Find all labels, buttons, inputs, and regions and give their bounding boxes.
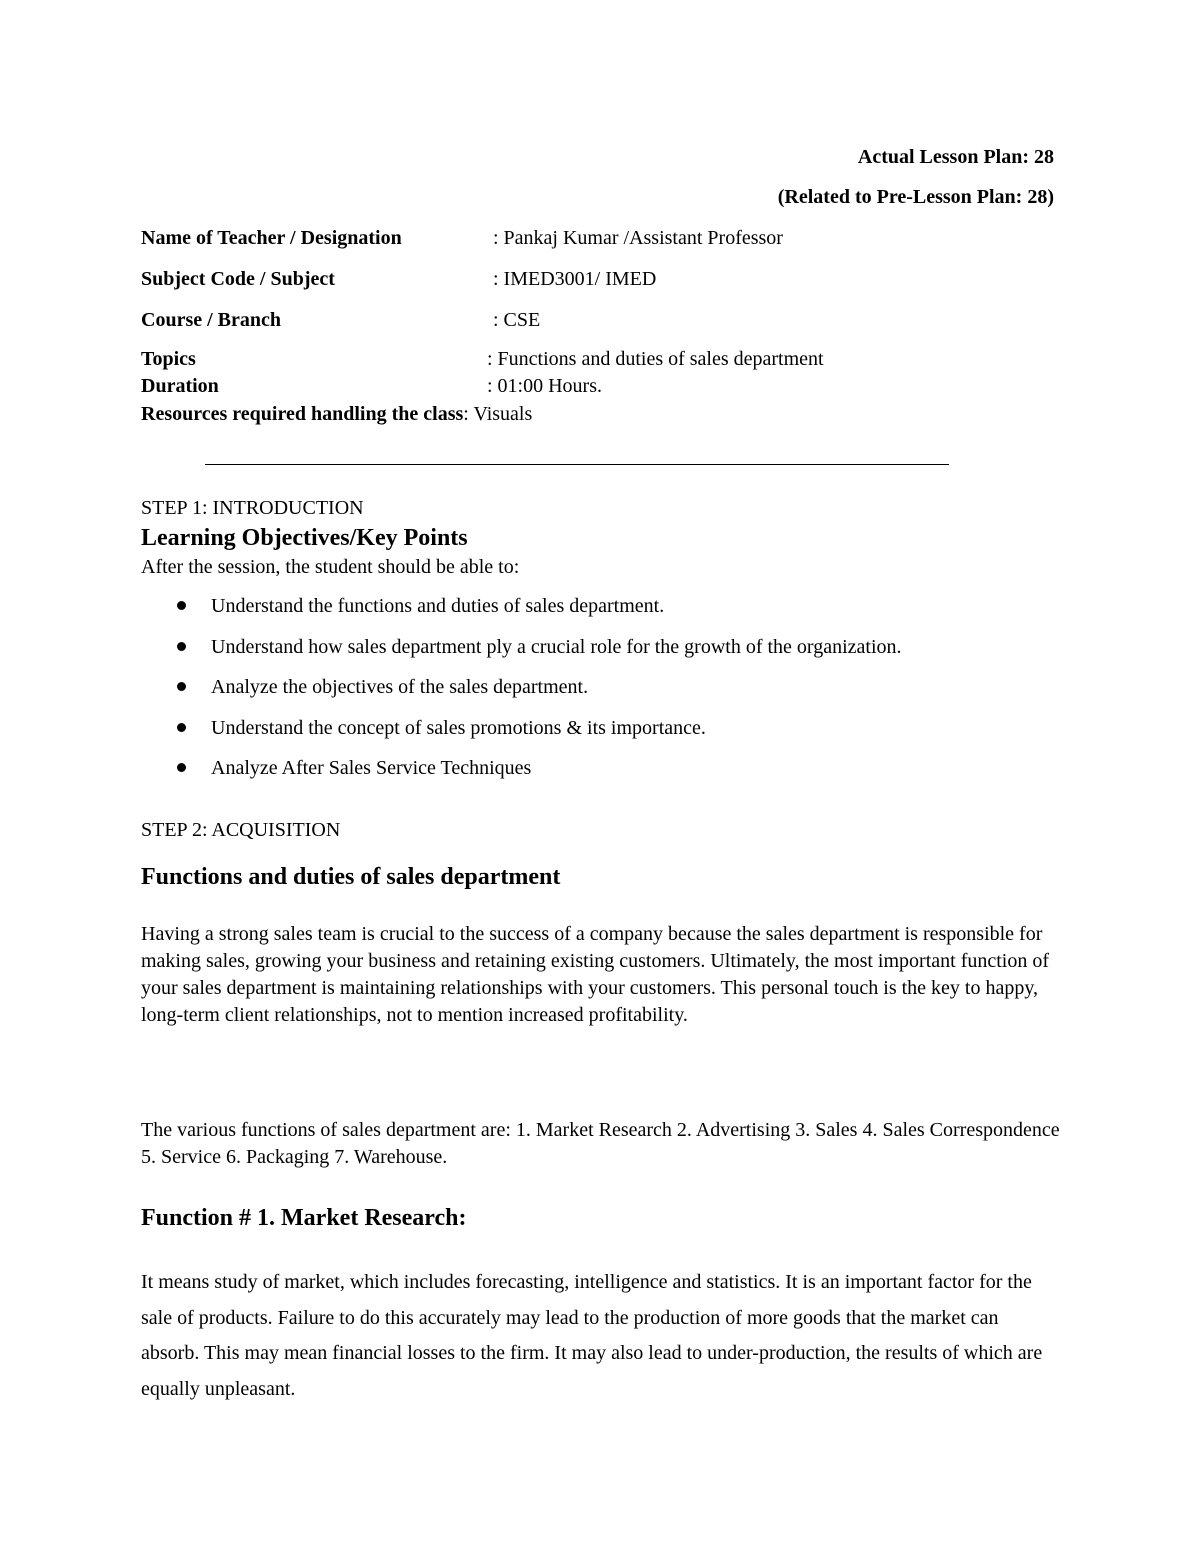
list-item: Understand the concept of sales promotions & its importance. — [175, 716, 902, 757]
function1-heading: Function # 1. Market Research: — [141, 1205, 467, 1231]
function1-paragraph: It means study of market, which includes forecasting, intelligence and statistics. It is an important factor for the sale of products. Failure to do this accurately may lead to the production of more goods that the market can absorb. This may mean financial losses to the firm. It may also lead to under-production, the results of which are equally unpleasant. — [141, 1271, 1043, 1400]
teacher-value: : Pankaj Kumar /Assistant Professor — [493, 227, 783, 249]
section-heading: Functions and duties of sales department — [141, 864, 561, 890]
related-pre-lesson-plan: (Related to Pre-Lesson Plan: 28) — [777, 186, 1054, 208]
objectives-list — [175, 594, 902, 797]
bullet-icon — [177, 682, 186, 691]
duration-value: : 01:00 Hours. — [487, 375, 602, 397]
list-item: Analyze the objectives of the sales department. — [175, 675, 902, 716]
duration-label: Duration — [141, 375, 219, 397]
intro-paragraph: Having a strong sales team is crucial to the success of a company because the sales department is responsible for making sales, growing your business and retaining existing customers. Ultimately, the most important function of your sales department is maintaining relationships with your customers. This personal touch is the key to happy, long-term client relationships, not to mention increased profitability. — [141, 923, 1049, 1026]
resources-value: : Visuals — [463, 403, 533, 425]
topics-label: Topics — [141, 348, 196, 370]
functions-list-paragraph: The various functions of sales department are: 1. Market Research 2. Advertising 3. Sales 4. Sales Correspondence 5. Service 6. Packaging 7. Warehouse. — [141, 1119, 1060, 1168]
list-item: Analyze After Sales Service Techniques — [175, 756, 902, 797]
bullet-icon — [177, 601, 186, 610]
horizontal-divider — [205, 464, 949, 465]
course-value: : CSE — [493, 309, 541, 331]
subject-label: Subject Code / Subject — [141, 268, 335, 290]
topics-value: : Functions and duties of sales department — [487, 348, 824, 370]
bullet-icon — [177, 763, 186, 772]
lesson-plan-number: Actual Lesson Plan: 28 — [857, 146, 1054, 168]
resources-label: Resources required handling the class — [141, 403, 464, 425]
resources-line — [141, 402, 532, 426]
step2-title: STEP 2: ACQUISITION — [141, 819, 341, 841]
bullet-icon — [177, 723, 186, 732]
list-item: Understand the functions and duties of sales department. — [175, 594, 902, 635]
objectives-heading: Learning Objectives/Key Points — [141, 525, 468, 551]
course-label: Course / Branch — [141, 309, 281, 331]
teacher-label: Name of Teacher / Designation — [141, 227, 402, 249]
list-item: Understand how sales department ply a crucial role for the growth of the organization. — [175, 635, 902, 676]
subject-value: : IMED3001/ IMED — [493, 268, 657, 290]
objectives-intro: After the session, the student should be able to: — [141, 556, 520, 578]
step1-title: STEP 1: INTRODUCTION — [141, 497, 364, 519]
bullet-icon — [177, 642, 186, 651]
